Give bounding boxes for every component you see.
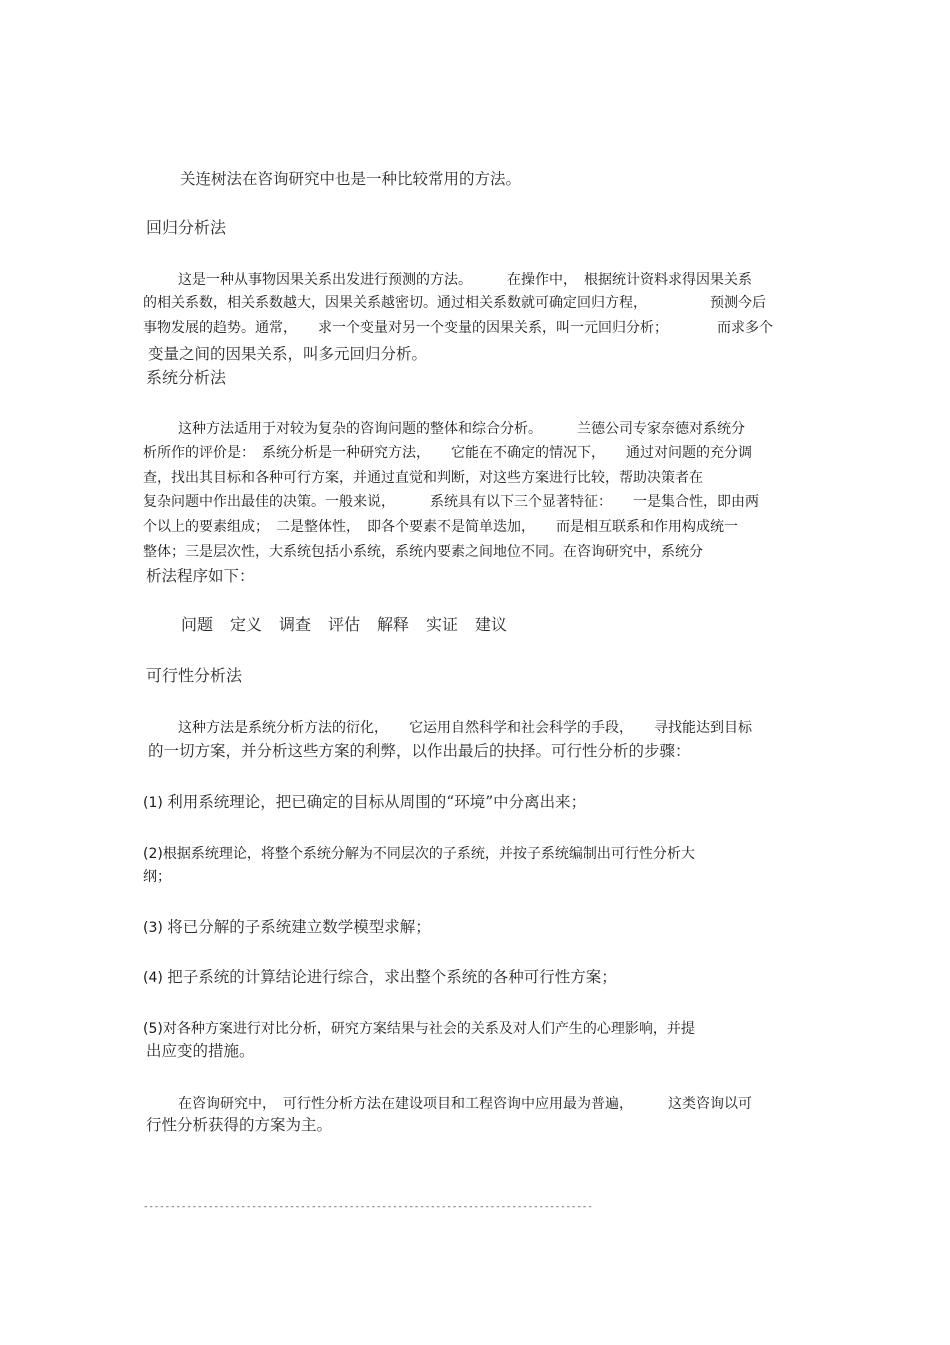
procedure-steps bbox=[181, 616, 507, 634]
section-heading-systems: 系统分析法 bbox=[146, 368, 227, 387]
list-item-number: (3) bbox=[143, 920, 163, 936]
paragraph-line: 的一切方案，并分析这些方案的利弊，以作出最后的抉择。可行性分析的步骤： bbox=[148, 742, 691, 760]
step-label: 解释 bbox=[377, 615, 410, 634]
step-label: 评估 bbox=[328, 615, 361, 634]
footer-divider: ----------------------------------------------------------------------------------- bbox=[143, 1202, 593, 1212]
intro-line: 关连树法在咨询研究中也是一种比较常用的方法。 bbox=[180, 170, 522, 188]
paragraph-line: 整体；三是层次性，大系统包括小系统，系统内要素之间地位不同。在咨询研究中，系统分 bbox=[143, 544, 703, 560]
step-label: 调查 bbox=[279, 615, 312, 634]
paragraph-line: 变量之间的因果关系，叫多元回归分析。 bbox=[148, 345, 428, 363]
list-item-number: (4) bbox=[143, 970, 163, 986]
list-item-number: (5) bbox=[143, 1021, 163, 1037]
step-label: 问题 bbox=[181, 615, 214, 634]
paragraph-line: 在咨询研究中， 可行性分析方法在建设项目和工程咨询中应用最为普遍， 这类咨询以可 bbox=[178, 1096, 752, 1112]
list-item-number: (2) bbox=[143, 846, 163, 862]
list-item-continuation: 纲； bbox=[143, 869, 171, 885]
paragraph-line: 的相关系数，相关系数越大，因果关系越密切。通过相关系数就可确定回归方程， 预测今后 bbox=[143, 295, 766, 311]
list-item-text: 将已分解的子系统建立数学模型求解； bbox=[167, 918, 431, 936]
list-item-text: 利用系统理论，把已确定的目标从周围的“环境”中分离出来； bbox=[167, 793, 587, 811]
section-heading-regression: 回归分析法 bbox=[146, 218, 227, 237]
list-item-text: 把子系统的计算结论进行综合，求出整个系统的各种可行性方案； bbox=[167, 968, 617, 986]
list-item-text: 根据系统理论，将整个系统分解为不同层次的子系统，并按子系统编制出可行性分析大 bbox=[162, 846, 695, 862]
step-label: 定义 bbox=[230, 615, 263, 634]
paragraph-line: 查，找出其目标和各种可行方案，并通过直觉和判断，对这些方案进行比较，帮助决策者在 bbox=[143, 470, 703, 486]
list-item bbox=[143, 845, 695, 863]
section-heading-feasibility: 可行性分析法 bbox=[146, 666, 243, 685]
paragraph-line: 这种方法是系统分析方法的衍化， 它运用自然科学和社会科学的手段， 寻找能达到目标 bbox=[178, 720, 752, 736]
list-item bbox=[143, 793, 586, 812]
list-item bbox=[143, 968, 617, 987]
paragraph-line: 行性分析获得的方案为主。 bbox=[146, 1116, 333, 1134]
list-item-number: (1) bbox=[143, 795, 163, 811]
paragraph-line: 个以上的要素组成； 二是整体性， 即各个要素不是简单迭加， 而是相互联系和作用构成统一 bbox=[143, 519, 738, 535]
list-item-continuation: 出应变的措施。 bbox=[146, 1042, 255, 1060]
paragraph-line: 复杂问题中作出最佳的决策。一般来说， 系统具有以下三个显著特征： 一是集合性，即由两 bbox=[143, 494, 759, 510]
paragraph-line: 这种方法适用于对较为复杂的咨询问题的整体和综合分析。 兰德公司专家奈德对系统分 bbox=[178, 421, 745, 437]
paragraph-line: 事物发展的趋势。通常， 求一个变量对另一个变量的因果关系，叫一元回归分析； 而求多个 bbox=[143, 320, 773, 336]
paragraph-line: 这是一种从事物因果关系出发进行预测的方法。 在操作中， 根据统计资料求得因果关系 bbox=[178, 272, 752, 288]
list-item bbox=[143, 918, 431, 937]
paragraph-line: 析所作的评价是： 系统分析是一种研究方法， 它能在不确定的情况下， 通过对问题的充分调 bbox=[143, 445, 752, 461]
list-item bbox=[143, 1020, 695, 1038]
step-label: 实证 bbox=[426, 615, 459, 634]
step-label: 建议 bbox=[475, 615, 508, 634]
list-item-text: 对各种方案进行对比分析，研究方案结果与社会的关系及对人们产生的心理影响，并提 bbox=[162, 1021, 695, 1037]
paragraph-line: 析法程序如下： bbox=[146, 567, 255, 585]
